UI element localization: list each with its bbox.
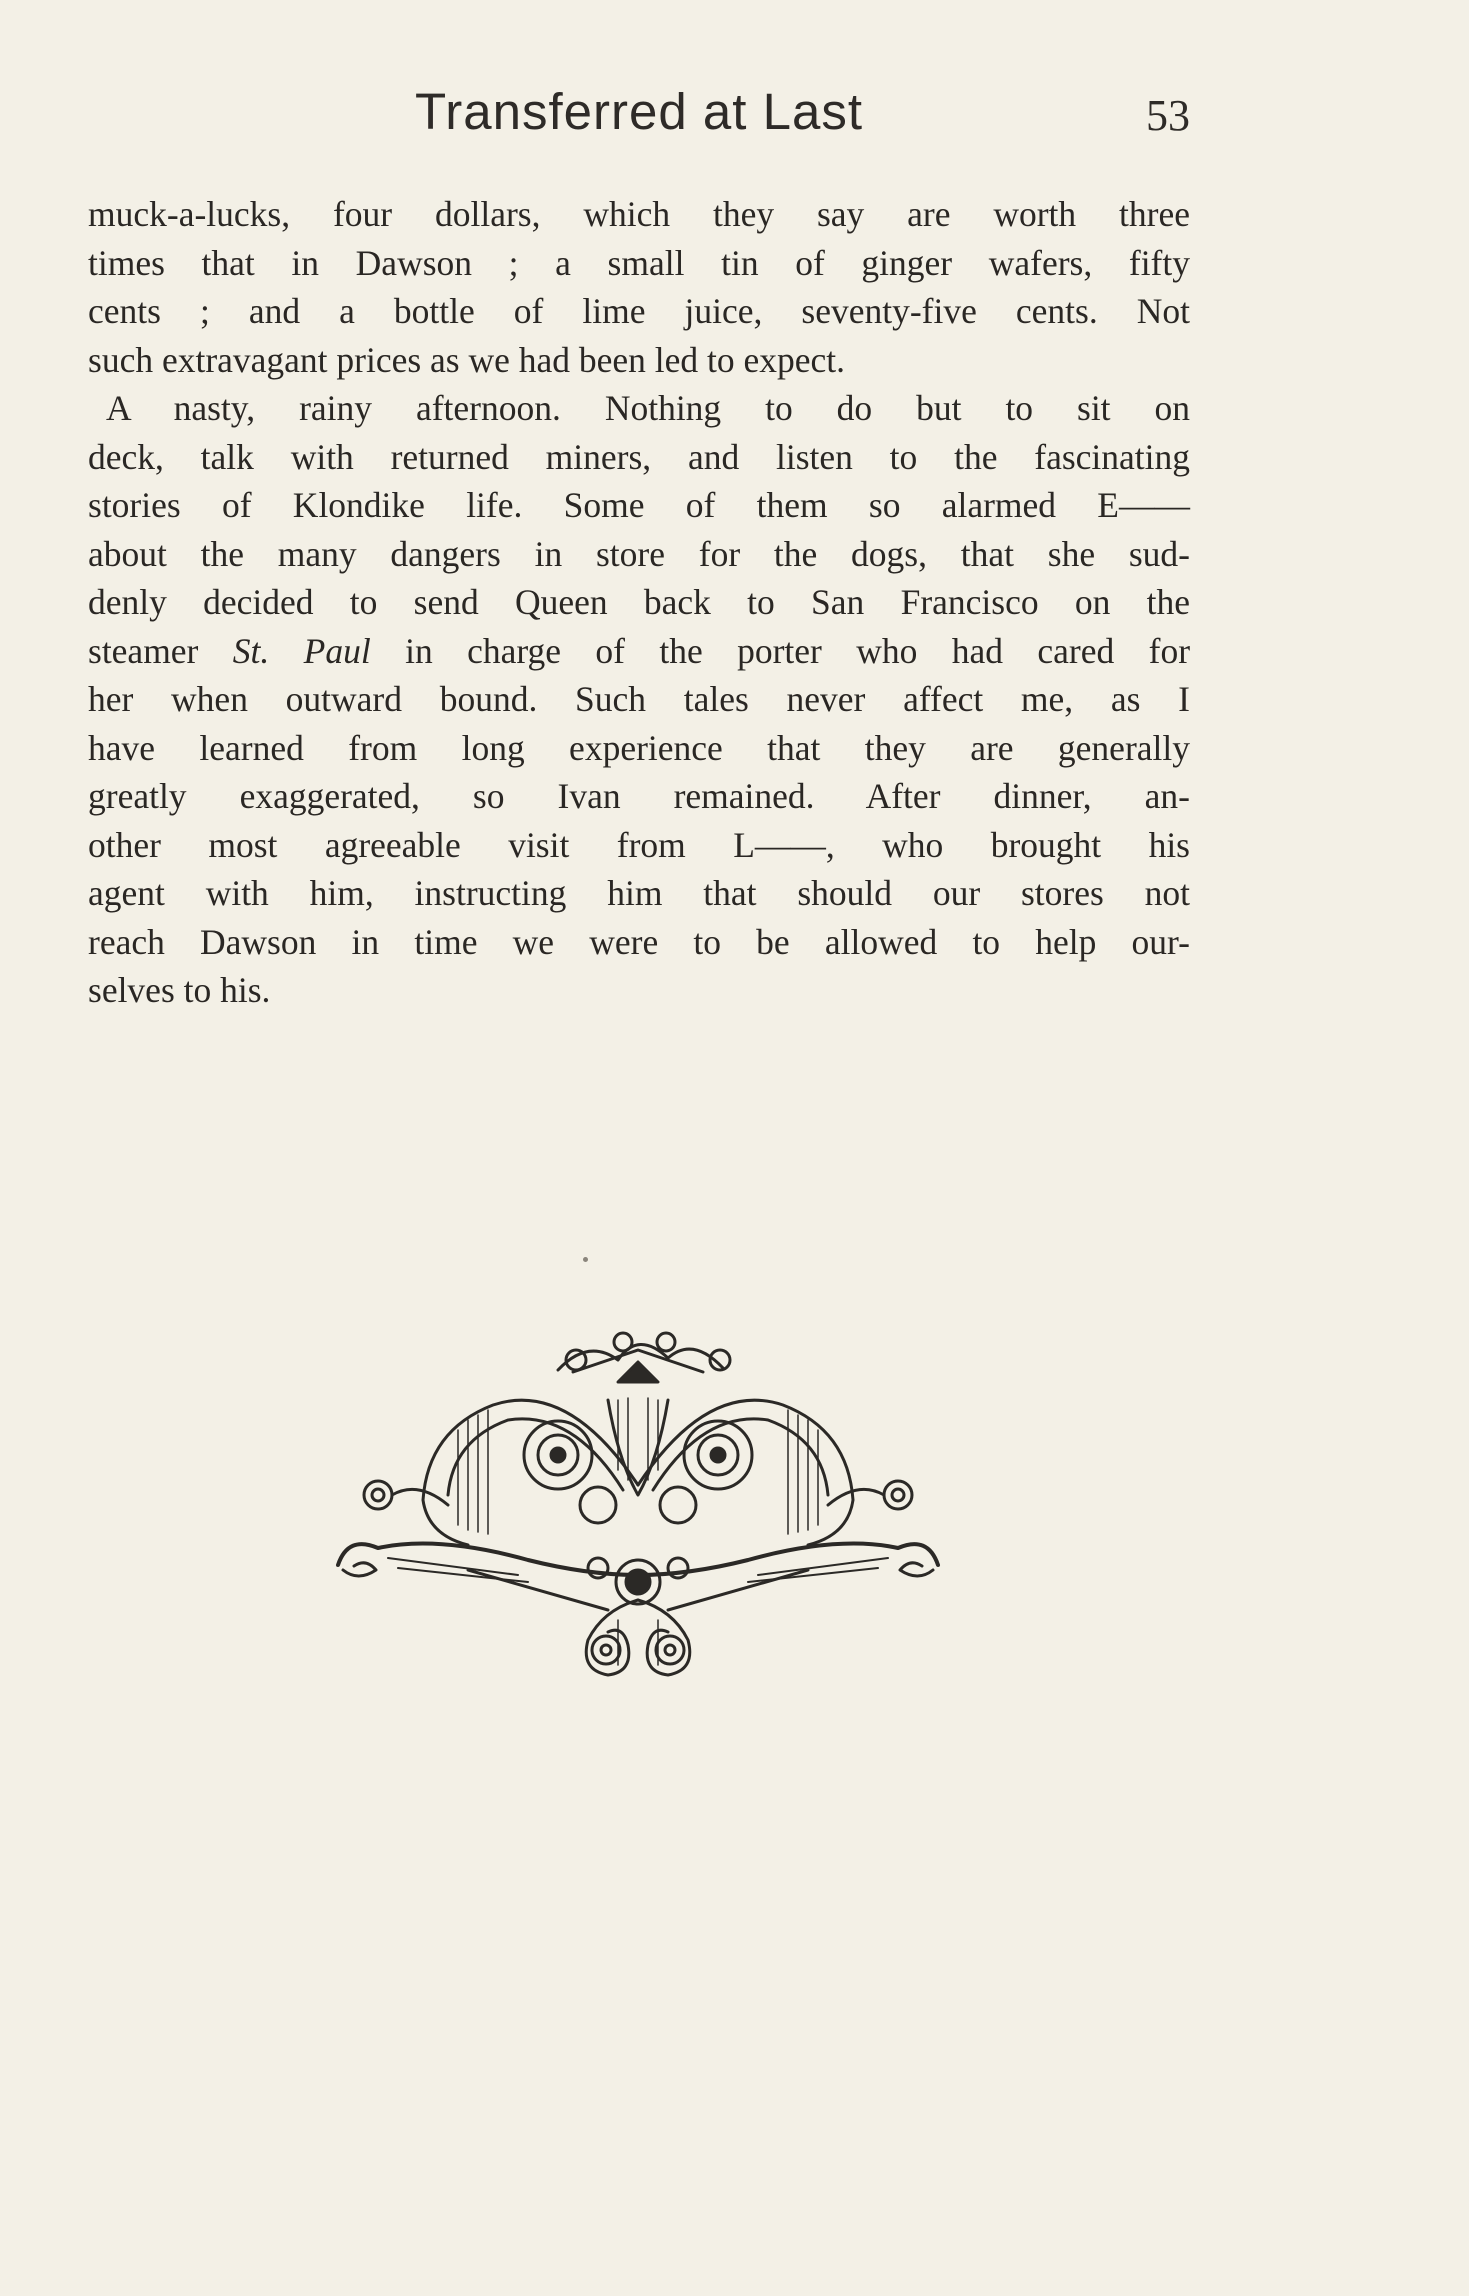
text-line: other most agreeable visit from L——, who brought his	[88, 824, 1190, 865]
line-text-before: steamer	[88, 630, 199, 671]
text-line: muck-a-lucks, four dollars, which they say are worth three	[88, 194, 1190, 234]
running-title: Transferred at Last	[415, 83, 863, 140]
ink-speck	[583, 1257, 588, 1262]
text-line: selves to his.	[88, 970, 271, 1010]
line-text-after: in charge of the porter who had cared for	[405, 630, 1191, 671]
text-line-with-italic	[88, 627, 1190, 676]
page-number: 53	[1146, 91, 1190, 140]
text-line: denly decided to send Queen back to San Francisco on the	[88, 582, 1190, 622]
body-text	[88, 190, 1190, 1015]
text-line: cents ; and a bottle of lime juice, seventy-five cents. Not	[88, 291, 1190, 331]
text-line: have learned from long experience that they are generally	[88, 727, 1190, 768]
text-line: about the many dangers in store for the dogs, that she sud-	[88, 533, 1190, 574]
text-line: agent with him, instructing him that should our stores not	[88, 873, 1190, 913]
text-line: deck, talk with returned miners, and listen to the fascinating	[88, 436, 1190, 477]
text-line: stories of Klondike life. Some of them so alarmed E——	[88, 485, 1190, 525]
text-line: such extravagant prices as we had been led to expect.	[88, 339, 846, 380]
running-head	[88, 82, 1190, 152]
text-line: A nasty, rainy afternoon. Nothing to do but to sit on	[106, 388, 1190, 428]
text-line: reach Dawson in time we were to be allowed to help our-	[88, 921, 1190, 962]
text-line: her when outward bound. Such tales never affect me, as I	[88, 679, 1190, 719]
scrollwork-tailpiece-icon	[318, 1320, 958, 1690]
paragraph-1	[88, 190, 1190, 384]
text-line: greatly exaggerated, so Ivan remained. After dinner, an-	[88, 776, 1190, 816]
text-line: times that in Dawson ; a small tin of ginger wafers, fifty	[88, 242, 1190, 283]
paragraph-2	[88, 384, 1190, 1015]
ship-name: St. Paul	[232, 630, 371, 671]
